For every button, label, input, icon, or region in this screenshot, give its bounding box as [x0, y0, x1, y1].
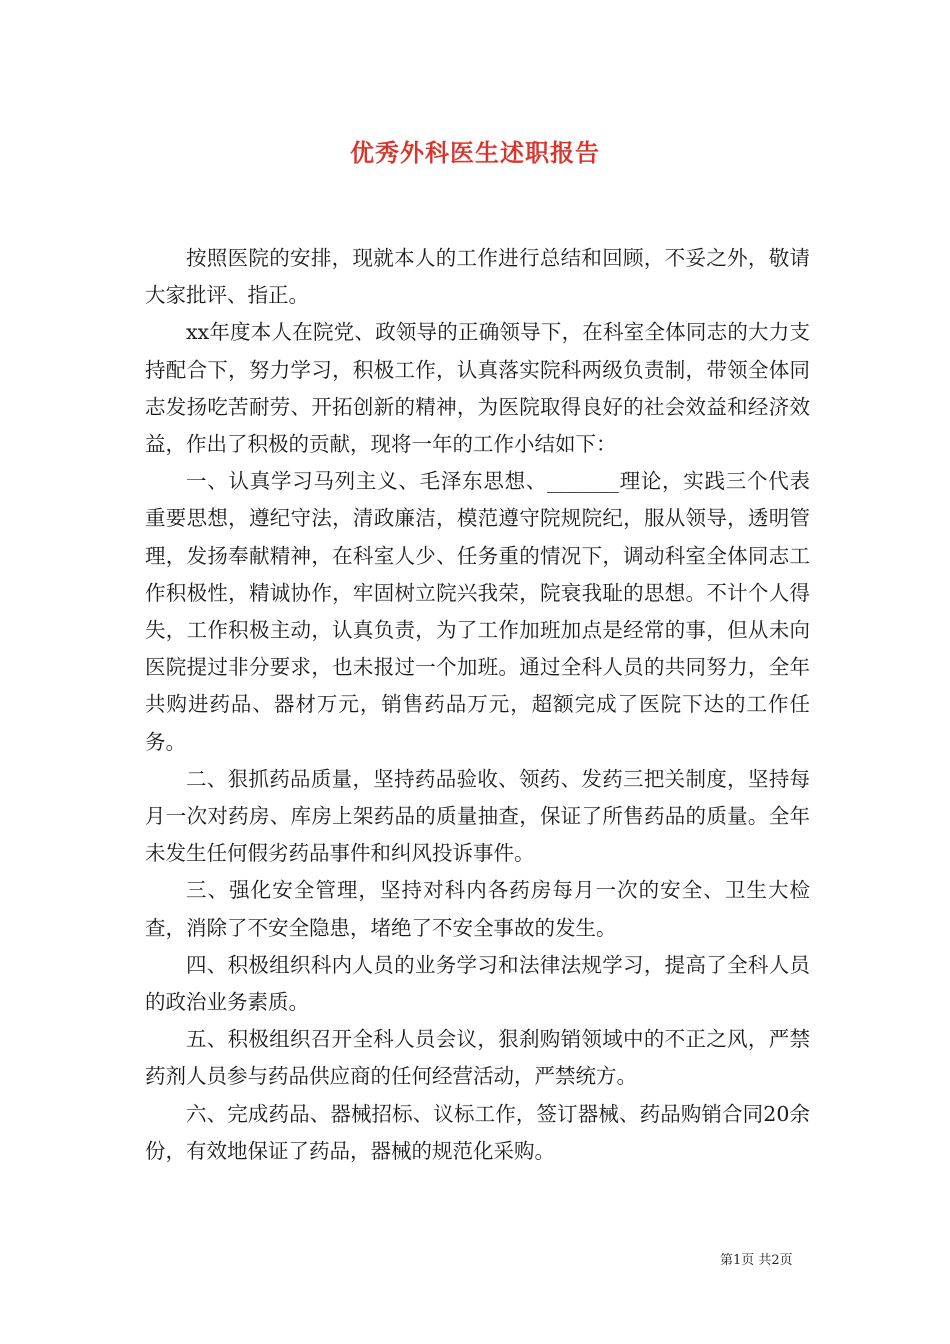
- page-number: 第1页 共2页: [720, 1253, 793, 1268]
- paragraph-overview: xx年度本人在院党、政领导的正确领导下，在科室全体同志的大力支持配合下，努力学习，积极工作，认真落实院科两级负责制，带领全体同志发扬吃苦耐劳、开拓创新的精神，为医院取得良好的社会效益和经济效益，作出了积极的贡献，现将一年的工作小结如下：: [145, 320, 810, 457]
- document-title: 优秀外科医生述职报告: [350, 138, 600, 167]
- paragraph-item-4: 四、积极组织科内人员的业务学习和法律法规学习，提高了全科人员的政治业务素质。: [145, 952, 810, 1015]
- paragraph-intro: 按照医院的安排，现就本人的工作进行总结和回顾，不妥之外，敬请大家批评、指正。: [145, 246, 810, 308]
- paragraph-item-6: 六、完成药品、器械招标、议标工作，签订器械、药品购销合同20余份，有效地保证了药品，器械的规范化采购。: [145, 1101, 810, 1163]
- paragraph-item-5: 五、积极组织召开全科人员会议，狠刹购销领域中的不正之风，严禁药剂人员参与药品供应商的任何经营活动，严禁统方。: [145, 1027, 810, 1089]
- paragraph-item-3: 三、强化安全管理，坚持对科内各药房每月一次的安全、卫生大检查，消除了不安全隐患，堵绝了不安全事故的发生。: [145, 878, 810, 940]
- document-body: [145, 240, 810, 1170]
- paragraph-item-2: 二、狠抓药品质量，坚持药品验收、领药、发药三把关制度，坚持每月一次对药房、库房上架药品的质量抽查，保证了所售药品的质量。全年未发生任何假劣药品事件和纠风投诉事件。: [145, 766, 810, 866]
- paragraph-item-1: 一、认真学习马列主义、毛泽东思想、_______理论，实践三个代表重要思想，遵纪守法，清政廉洁，模范遵守院规院纪，服从领导，透明管理，发扬奉献精神，在科室人少、任务重的情况下，调动科室全体同志工作积极性，精诚协作，牢固树立院兴我荣，院衰我耻的思想。不计个人得失，工作积极主动，认真负责，为了工作加班加点是经常的事，但从未向医院提过非分要求，也未报过一个加班。通过全科人员的共同努力，全年共购进药品、器材万元，销售药品万元，超额完成了医院下达的工作任务。: [145, 469, 810, 754]
